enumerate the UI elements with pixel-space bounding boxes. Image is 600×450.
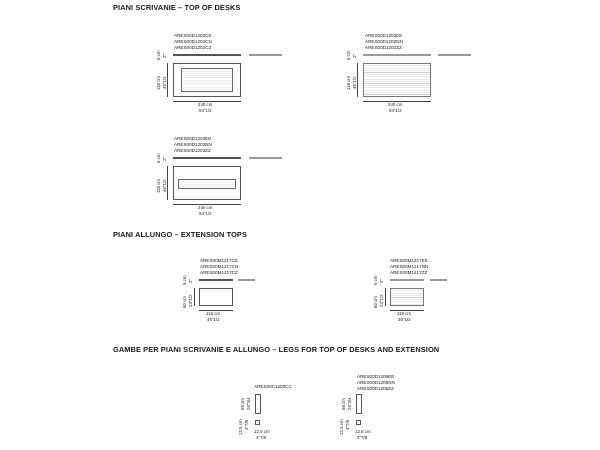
leg-1-width-in: 4"7/8: [256, 435, 267, 440]
product-code: ARES00M1217CZ: [200, 270, 238, 276]
desk-1-depth-dimension-line: [167, 63, 168, 97]
desk-1-width-cm: 240 cm: [198, 102, 213, 107]
extension-2-end-profile: [430, 279, 447, 281]
product-code: ARES00M1217CN: [200, 264, 239, 270]
leg-1-front-view: [255, 394, 261, 414]
extension-1-thickness-cm: 5 cm: [182, 275, 187, 285]
desk-1-side-profile: [173, 54, 241, 56]
desk-2-width-cm: 240 cm: [388, 102, 403, 107]
leg-2-codes: [357, 374, 395, 392]
desk-3-side-profile: [173, 157, 241, 159]
extension-1-depth-dimension-line: [194, 288, 195, 306]
extension-1-width-cm: 118 cm: [206, 311, 221, 316]
leg-2-height-in: 26"3/4: [347, 397, 352, 410]
desk-2-depth-cm: 118 cm: [346, 75, 351, 90]
desk-3-top-view: [173, 166, 241, 200]
desk-1-width-in: 94"1/2: [199, 108, 212, 113]
leg-2-foot-cm: 12.5 cm: [339, 419, 344, 435]
extension-1-top-view: [199, 288, 233, 306]
product-code: ARES00D1206ZZ: [357, 386, 394, 392]
product-code: ARES00D1202CZ: [174, 45, 212, 51]
product-code: ARES00D1203NN: [174, 142, 212, 148]
extension-1-width-in: 46"1/2: [207, 317, 220, 322]
desk-2-width-in: 94"1/2: [389, 108, 402, 113]
desk-3-depth-in: 46"1/2: [162, 179, 167, 192]
leg-2-foot-view: [356, 420, 361, 425]
desk-3-width-in: 94"1/2: [199, 211, 212, 216]
extension-1-depth-in: 23"1/2: [188, 294, 193, 307]
product-code: ARES00D1202CN: [174, 39, 212, 45]
desk-1-leather-inset: [181, 68, 233, 92]
desk-1-top-view: [173, 63, 241, 97]
desk-2-codes: [365, 33, 403, 51]
product-code: ARES00D1202NN: [365, 39, 403, 45]
section-title-desks: PIANI SCRIVANIE – TOP OF DESKS: [113, 3, 241, 12]
desk-2-end-profile: [438, 54, 471, 56]
product-code: ARES00D1206EE: [357, 374, 395, 379]
desk-3-leather-inset: [178, 179, 236, 189]
desk-2-depth-in: 46"1/2: [352, 76, 357, 89]
leg-2-front-view: [356, 394, 362, 414]
product-code: ARES00M1217ZZ: [390, 270, 428, 276]
extension-2-thickness-cm: 5 cm: [373, 275, 378, 285]
leg-1-height-cm: 68 cm: [240, 398, 245, 410]
desk-2-thickness-in: 2": [352, 53, 357, 58]
desk-2-top-view: [363, 63, 431, 97]
desk-2-depth-dimension-line: [357, 63, 358, 97]
desk-3-thickness-cm: 5 cm: [156, 153, 161, 163]
desk-1-codes: [174, 33, 212, 51]
desk-1-thickness-cm: 5 cm: [156, 50, 161, 60]
extension-2-width-in: 46"1/2: [398, 317, 411, 322]
desk-2-side-profile: [363, 54, 431, 56]
product-code: ARES00D1206NN: [357, 380, 395, 386]
desk-3-depth-dimension-line: [167, 166, 168, 200]
extension-2-depth-cm: 60 cm: [373, 296, 378, 308]
section-title-extensions: PIANI ALLUNGO – EXTENSION TOPS: [113, 230, 247, 239]
section-title-legs: GAMBE PER PIANI SCRIVANIE E ALLUNGO – LEGS FOR TOP OF DESKS AND EXTENSION: [113, 345, 440, 354]
extension-2-side-profile: [390, 279, 424, 281]
leg-2-foot-in: 4"7/8: [345, 419, 350, 430]
leg-2-width-in: 4"7/8: [357, 435, 368, 440]
product-code: ARES00D1203EE: [174, 136, 212, 141]
extension-1-thickness-in: 2": [188, 278, 193, 283]
extension-1-depth-cm: 60 cm: [182, 296, 187, 308]
product-code: ARES00M1217NN: [390, 264, 429, 270]
extension-2-thickness-in: 2": [379, 278, 384, 283]
leg-2-height-cm: 68 cm: [341, 398, 346, 410]
extension-2-top-view: [390, 288, 424, 306]
extension-1-codes: [200, 258, 238, 276]
extension-2-depth-dimension-line: [385, 288, 386, 306]
leg-1-width-cm: 12,5 cm: [254, 429, 270, 434]
product-code: ARES00C1200CC: [254, 384, 292, 389]
leg-1-foot-in: 4"7/8: [244, 419, 249, 430]
desk-3-depth-cm: 118 cm: [156, 178, 161, 193]
extension-2-depth-in: 23"1/2: [379, 294, 384, 307]
leg-2-width-cm: 12,5 cm: [355, 429, 371, 434]
product-code: ARES00D1202CE: [174, 33, 212, 38]
leg-1-foot-cm: 12.5 cm: [238, 419, 243, 435]
product-code: ARES00M1217CE: [200, 258, 239, 263]
product-code: ARES00D1203ZZ: [174, 148, 211, 154]
desk-3-width-cm: 240 cm: [198, 205, 213, 210]
extension-1-end-profile: [238, 279, 255, 281]
leg-1-foot-view: [255, 420, 260, 425]
desk-1-end-profile: [249, 54, 282, 56]
desk-1-depth-cm: 118 cm: [156, 75, 161, 90]
extension-2-width-cm: 118 cm: [397, 311, 412, 316]
desk-1-thickness-in: 2": [162, 53, 167, 58]
product-code: ARES00D1202ZZ: [365, 45, 402, 51]
desk-1-depth-in: 46"1/2: [162, 76, 167, 89]
product-code: ARES00M1217EE: [390, 258, 428, 263]
desk-3-codes: [174, 136, 212, 154]
leg-1-height-in: 26"3/4: [246, 397, 251, 410]
desk-2-thickness-cm: 5 cm: [346, 50, 351, 60]
product-code: ARES00D1202EE: [365, 33, 403, 38]
extension-2-codes: [390, 258, 428, 276]
extension-1-side-profile: [199, 279, 233, 281]
desk-3-end-profile: [249, 157, 282, 159]
desk-3-thickness-in: 2": [162, 156, 167, 161]
leg-1-codes: [254, 384, 292, 390]
